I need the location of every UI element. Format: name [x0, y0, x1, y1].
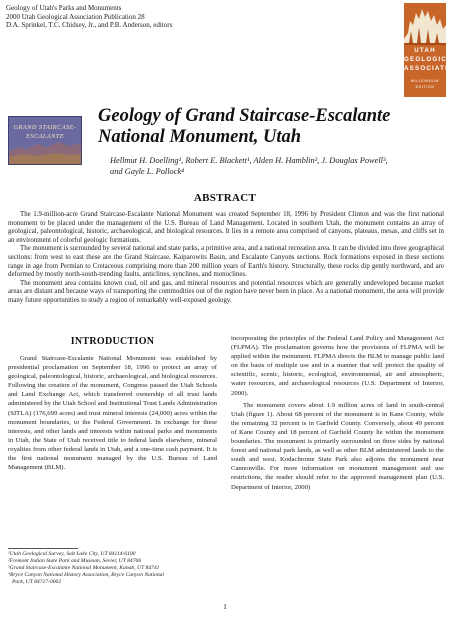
footnote: ³Grand Staircase-Escalante National Monument, Kanab, UT 84741	[8, 565, 160, 571]
right-column	[231, 334, 444, 492]
page-number: 1	[223, 602, 227, 611]
footnote-divider	[8, 548, 78, 549]
footnotes	[8, 551, 217, 586]
header-line: Geology of Utah's Parks and Monuments	[6, 4, 122, 12]
abstract-paragraph: The monument area contains known coal, oil and gas, and mineral resources and potential resources which are generally undeveloped because market areas are distant and because ways of transporting the commodities out of the region have never been in place. As a national monument, the area will provide many future opportunities to study a region of remarkably well-exposed geology.	[8, 279, 444, 304]
header-line: D.A. Sprinkel, T.C. Chidsey, Jr., and P.B. Anderson, editors	[6, 21, 173, 29]
footnote: Park, UT 84717-0002	[12, 579, 62, 585]
footnote: ¹Utah Geological Survey, Salt Lake City, UT 84114-6100	[8, 551, 136, 557]
introduction-heading: INTRODUCTION	[70, 336, 155, 347]
header-line: 2000 Utah Geological Association Publication 28	[6, 12, 145, 21]
author-line: and Gayle L. Pollock⁴	[110, 167, 185, 176]
body-paragraph: Grand Staircase-Escalante National Monument was established by presidential proclamation on September 18, 1996 to protect an array of geological, paleontological, historic, archaeological, and biological resources. Following the creation of the monument, Congress passed the Utah Schools and Land Exchange Act, which transferred ownership of all trust lands administered by the Utah School and Institutional Trust Lands Administration (SITLA) (176,699 acres) and trust mineral interests (24,000) acres within the monument boundaries, to the Federal Government. In exchange for these interests, and other lands and interests within national parks and monuments in Utah, the State of Utah received title to federal lands elsewhere, mineral royalties from other federal lands in Utah, and a one-time cash payment. It is the first national monument managed by the U.S. Bureau of Land Management (BLM).	[8, 355, 217, 472]
logo-small-text: MILLENNIUM	[410, 79, 440, 83]
uga-logo	[404, 3, 460, 97]
left-column	[8, 336, 217, 472]
footnote: ²Fremont Indian State Park and Museum, Sevier, UT 84766	[8, 558, 142, 564]
abstract-paragraph: The 1.9-million-acre Grand Staircase-Escalante National Monument was created September 18, 1996 by President Clinton and was the first national monument to be placed under the management of the U.S. Bureau of Land Management. Located in southern Utah, the monument contains an array of geological, paleontological, historic, archaeological, and biological resources. It lies in a remote area comprised of canyons, plateaus, mesas, and cliffs set in an environment of colorful geologic formations.	[8, 211, 444, 244]
abstract-paragraph: The monument is surrounded by several national and state parks, a primitive area, and a national recreation area. It can be divided into three geographical sections: from west to east these are the Grand Staircase, Kaiparowits Basin, and Escalante Canyons sections. Rock formations exposed in these sections range in age from Permian to Cretaceous comprising more than 200 million years of Earth's history. Structurally, these rocks dip gently northward, and are deformed by mostly north-south-trending faults, anticlines, synclines, and monoclines.	[8, 245, 444, 279]
footnote: ⁴Bryce Canyon National History Association, Bryce Canyon National	[8, 572, 164, 578]
paper-title: Geology of Grand Staircase-Escalante National Monument, Utah	[98, 106, 391, 147]
right-column-body	[231, 334, 444, 492]
author-line: Hellmut H. Doelling¹, Robert E. Blackett¹, Alden H. Hamblin², J. Douglas Powell³,	[110, 156, 388, 165]
body-paragraph: The monument covers about 1.9 million acres of land in south-central Utah (figure 1). About 68 percent of the monument is in Kane County, while the remaining 32 percent is in Garfield County. Conversely, about 49 percent of Kane County and 18 percent of Garfield County lie within the monument boundaries. The monument is primarily surrounded on three sides by national forest and national park lands, as well as other BLM administered lands to the south and west. Kodachrome State Park also adjoins the monument near Cannonville. For more information on monument management and use restrictions, the reader should refer to the approved management plan (U.S. Department of Interior, 2000)	[231, 401, 444, 491]
logo-word: UTAH	[414, 47, 436, 54]
logo-small-text: EDITION	[415, 85, 435, 89]
logo-word: ASSOCIATION	[404, 65, 460, 72]
logo-word: GEOLOGICAL	[404, 56, 458, 63]
body-paragraph: incorporating the principles of the Federal Land Policy and Management Act (FLPMA). The proclamation governs how the provisions of FLPMA will be applied within the monument. FLPMA directs the BLM to manage public land on the basis of multiple use and in a manner that will protect the quality of scientific, scenic, historic, ecological, environmental, air and atmospheric, water resources, and archaeological resources (U.S. Department of Interior, 2000).	[231, 335, 444, 397]
monument-badge	[8, 116, 82, 165]
badge-line: GRAND STAIRCASE-	[13, 124, 77, 131]
badge-line: ESCALANTE	[25, 133, 65, 140]
abstract-body	[8, 211, 444, 306]
abstract-heading: ABSTRACT	[193, 192, 257, 204]
publication-header	[6, 4, 172, 30]
author-list	[110, 155, 435, 177]
introduction-body	[8, 354, 217, 472]
